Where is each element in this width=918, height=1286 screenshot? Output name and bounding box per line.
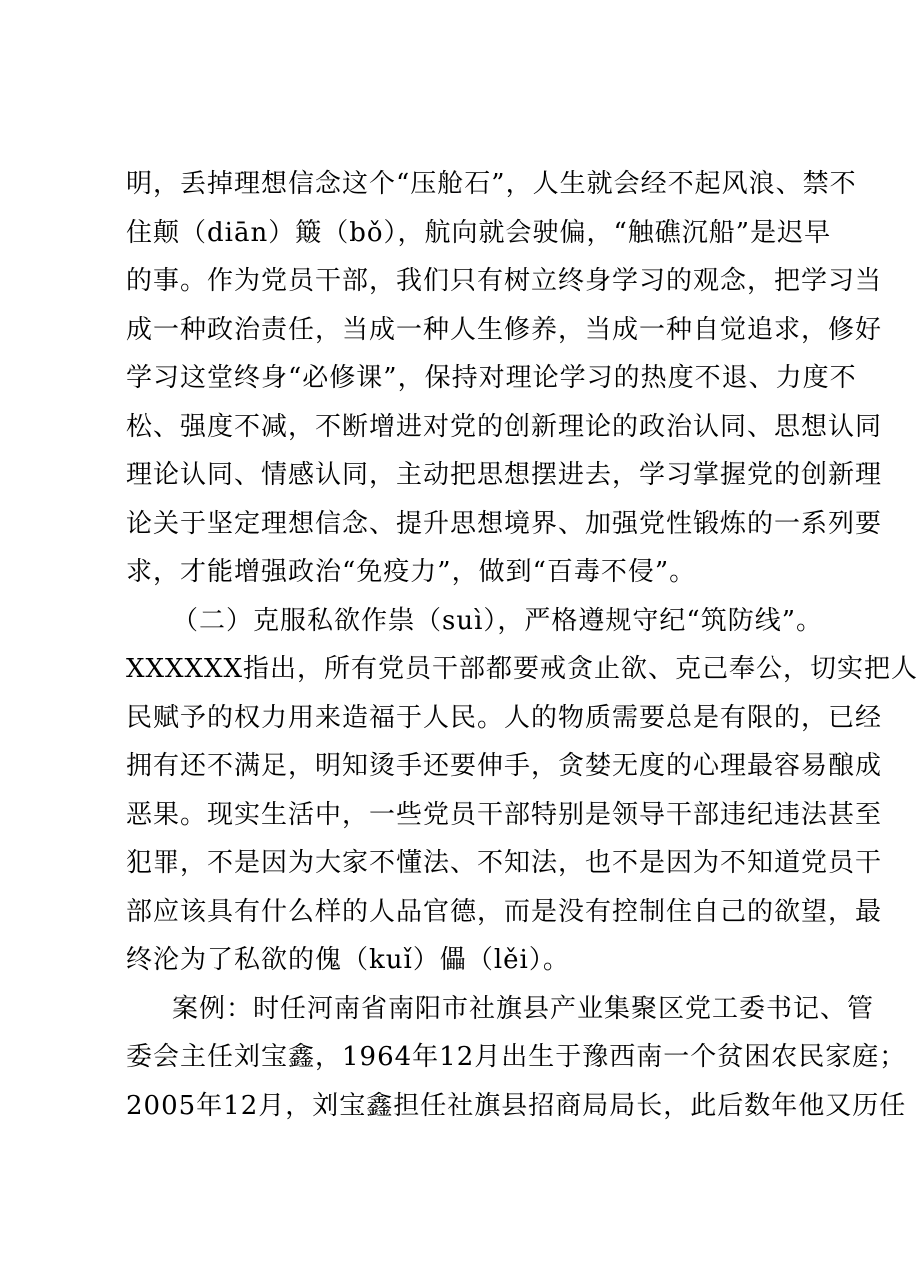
text-line-19: 委会主任刘宝鑫，1964年12月出生于豫西南一个贫困农民家庭； [126, 1042, 907, 1072]
text-line-14: 恶果。现实生活中，一些党员干部特别是领导干部违纪违法甚至 [126, 799, 883, 830]
section-heading: （二）克服私欲作祟（suì），严格遵规守纪“筑防线”。 [172, 605, 823, 636]
text-line-20: 2005年12月，刘宝鑫担任社旗县招商局局长，此后数年他又历任 [126, 1090, 907, 1121]
body-text [126, 160, 918, 1130]
text-line-6: 松、强度不减，不断增进对党的创新理论的政治认同、思想认同 [126, 411, 883, 442]
text-line-16: 部应该具有什么样的人品官德，而是没有控制住自己的欲望，最 [126, 896, 883, 927]
text-line-8: 论关于坚定理想信念、提升思想境界、加强党性锻炼的一系列要 [126, 508, 883, 539]
text-line-11: XXXXXX指出，所有党员干部都要戒贪止欲、克己奉公，切实把人 [126, 654, 918, 684]
text-line-1: 明，丢掉理想信念这个“压舱石”，人生就会经不起风浪、禁不 [126, 169, 857, 199]
text-line-12: 民赋予的权力用来造福于人民。人的物质需要总是有限的，已经 [126, 702, 883, 733]
text-line-13: 拥有还不满足，明知烫手还要伸手，贪婪无度的心理最容易酿成 [126, 751, 883, 781]
text-line-7: 理论认同、情感认同，主动把思想摆进去，学习掌握党的创新理 [126, 460, 883, 490]
text-line-9: 求，才能增强政治“免疫力”，做到“百毒不侵”。 [126, 557, 697, 587]
text-line-5: 学习这堂终身“必修课”，保持对理论学习的热度不退、力度不 [126, 363, 857, 393]
text-line-3: 的事。作为党员干部，我们只有树立终身学习的观念，把学习当 [126, 266, 883, 296]
case-paragraph-start: 案例：时任河南省南阳市社旗县产业集聚区党工委书记、管 [172, 993, 875, 1024]
text-line-15: 犯罪，不是因为大家不懂法、不知法，也不是因为不知道党员干 [126, 848, 883, 878]
text-line-4: 成一种政治责任，当成一种人生修养，当成一种自觉追求，修好 [126, 314, 883, 345]
text-line-17: 终沦为了私欲的傀（kuǐ）儡（lěi）。 [126, 945, 570, 975]
text-line-2: 住颠（diān）簸（bǒ），航向就会驶偏，“触礁沉船”是迟早 [126, 217, 832, 248]
